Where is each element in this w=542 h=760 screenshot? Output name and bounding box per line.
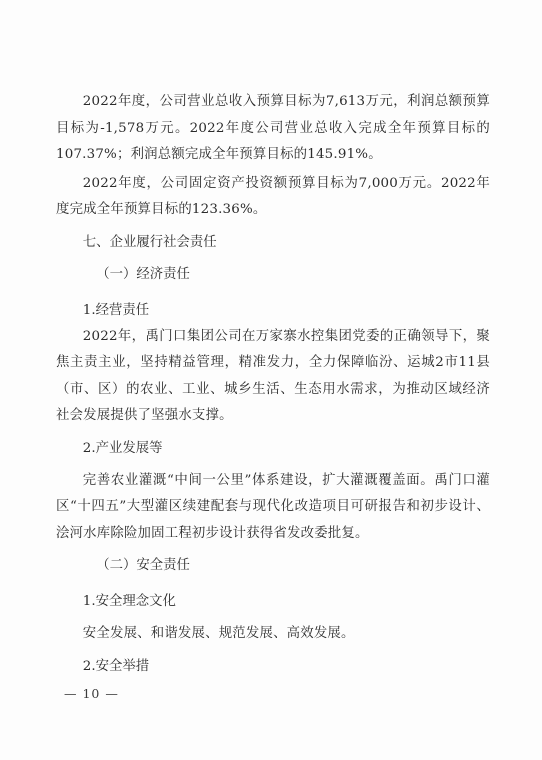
item-heading-safety-measures: 2.安全举措 (82, 658, 150, 674)
subsection-heading-safety: （二）安全责任 (96, 558, 190, 573)
section-heading-social-responsibility: 七、企业履行社会责任 (82, 234, 217, 250)
budget-revenue-paragraph: 2022年度，公司营业总收入预算目标为7,613万元，利润总额预算目标为-1,578万元。2022年度公司营业总收入完成全年预算目标的107.37%；利润总额完成全年预算目标的145.91%。 (56, 94, 490, 162)
budget-investment-paragraph: 2022年度，公司固定资产投资额预算目标为7,000万元。2022年度完成全年预算目标的123.36%。 (56, 175, 490, 217)
safety-concept-paragraph: 安全发展、和谐发展、规范发展、高效发展。 (82, 626, 355, 641)
page-content (56, 89, 490, 680)
item-heading-industry: 2.产业发展等 (82, 440, 163, 456)
business-responsibility-paragraph: 2022年，禹门口集团公司在万家寨水控集团党委的正确领导下，聚焦主责主业，坚持精益管理，精准发力，全力保障临汾、运城2市11县（市、区）的农业、工业、城乡生活、生态用水需求，为推动区域经济社会发展提供了坚强水支撑。 (56, 328, 490, 423)
item-heading-business: 1.经营责任 (82, 302, 150, 318)
subsection-heading-economic: （一）经济责任 (96, 266, 190, 282)
item-heading-safety-concept: 1.安全理念文化 (82, 594, 176, 609)
industry-development-paragraph: 完善农业灌溉“中间一公里”体系建设，扩大灌溉覆盖面。禹门口灌区“十四五”大型灌区续建配套与现代化改造项目可研报告和初步设计、浍河水库除险加固工程初步设计获得省发改委批复。 (56, 472, 490, 541)
page-number: — 10 — (64, 686, 119, 701)
